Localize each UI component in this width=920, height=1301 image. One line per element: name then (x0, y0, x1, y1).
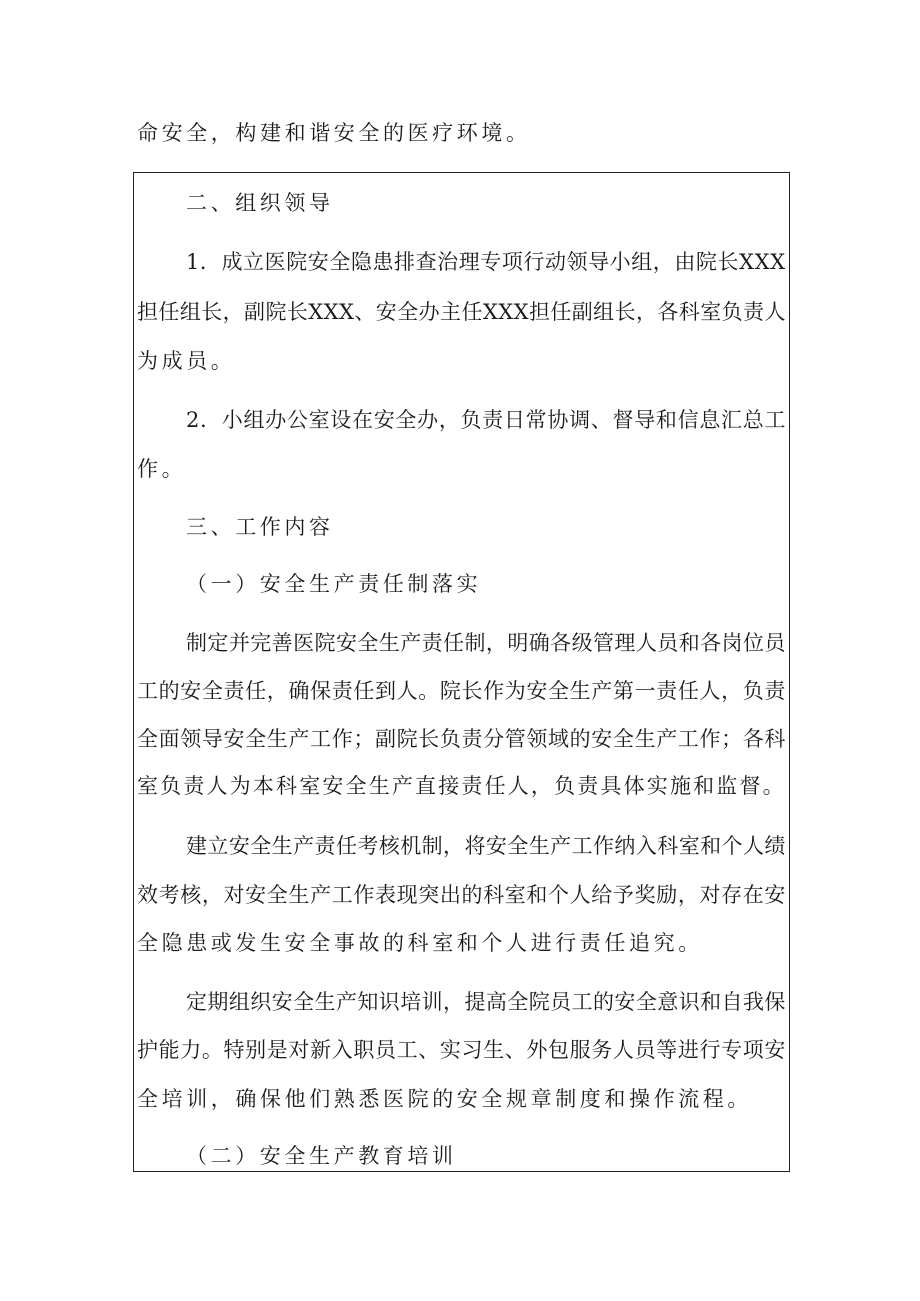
item1-line3: 为成员。 (137, 349, 236, 373)
para2-line1: 建立安全生产责任考核机制，将安全生产工作纳入科室和个人绩 (186, 834, 786, 858)
item2-line2: 作。 (137, 457, 187, 481)
heading-organization: 二、组织领导 (186, 191, 334, 215)
para3-line3: 全培训，确保他们熟悉医院的安全规章制度和操作流程。 (137, 1087, 752, 1111)
heading-work-content: 三、工作内容 (186, 515, 334, 539)
intro-line: 命安全，构建和谐安全的医疗环境。 (137, 121, 531, 145)
para2-line2: 效考核，对安全生产工作表现突出的科室和个人给予奖励，对存在安 (137, 883, 786, 907)
item1-line1: 1．成立医院安全隐患排查治理专项行动领导小组，由院长XXX (186, 250, 786, 274)
para2-line3: 全隐患或发生安全事故的科室和个人进行责任追究。 (137, 931, 703, 955)
subheading-education: （二）安全生产教育培训 (186, 1144, 457, 1168)
subheading-responsibility: （一）安全生产责任制落实 (186, 572, 482, 596)
para3-line1: 定期组织安全生产知识培训，提高全院员工的安全意识和自我保 (186, 990, 786, 1014)
para1-line1: 制定并完善医院安全生产责任制，明确各级管理人员和各岗位员 (186, 631, 786, 655)
para3-line2: 护能力。特别是对新入职员工、实习生、外包服务人员等进行专项安 (137, 1038, 786, 1062)
para1-line3: 全面领导安全生产工作；副院长负责分管领域的安全生产工作；各科 (137, 727, 786, 751)
item1-line2: 担任组长，副院长XXX、安全办主任XXX担任副组长，各科室负责人 (137, 300, 786, 324)
para1-line4: 室负责人为本科室安全生产直接责任人，负责具体实施和监督。 (137, 774, 786, 798)
para1-line2: 工的安全责任，确保责任到人。院长作为安全生产第一责任人，负责 (137, 679, 786, 703)
item2-line1: 2．小组办公室设在安全办，负责日常协调、督导和信息汇总工 (186, 408, 787, 432)
